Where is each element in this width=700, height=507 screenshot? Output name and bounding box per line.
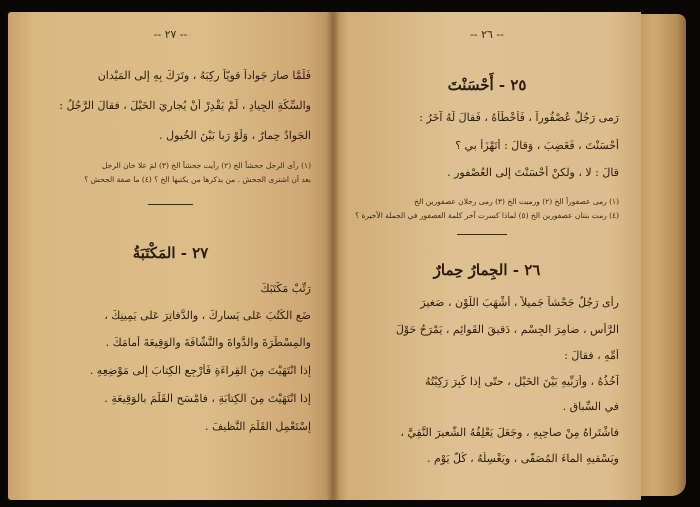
- text-line: رَتِّبْ مَكْتَبَكَ: [260, 282, 311, 295]
- lesson-title: ٢٦ - الجِمارُ حِمارٌ: [433, 261, 541, 279]
- text-line: رَمى رَجُلٌ عُصْفُوراً ، فَأَخْطَأهُ ، فَقالَ لَهُ آخَرُ :: [419, 111, 619, 124]
- book-gutter: [326, 12, 340, 500]
- lesson-title: ٢٧ - المَكْتَبَةُ: [132, 244, 209, 262]
- text-line: أَحْسَنْتَ ، فَغَضِبَ ، وَقالَ : أَتَهْزَأُ بي ؟: [455, 139, 619, 152]
- text-line: قالَ : لا ، ولكنْ أَحْسَنْتَ إلى العُصْفورِ .: [447, 166, 619, 179]
- section-divider: [457, 234, 507, 235]
- right-page: [333, 12, 641, 500]
- text-line: والسِّكَةِ الجِيادِ ، لَمْ يَقْدِرْ أنْ يُجارِيَ الخَيْلَ ، فقالَ الرَّجُلُ :: [59, 99, 311, 112]
- text-line: فاشْتَراهُ مِنْ صاحِبِهِ ، وجَعَلَ يَعْلِفُهُ الشَّعيرَ النَّقِيَّ ،: [400, 426, 619, 439]
- text-line: والمِسْطَرَةَ والدَّواةَ والنَّشّافَةَ والوَقِيعَةَ أمامَكَ .: [105, 336, 311, 349]
- text-line: إسْتَعْمِلِ القَلَمَ النَّظيفَ .: [205, 420, 311, 433]
- text-line: آخُذُهُ ، وأُرَبِّيهِ بَيْنَ الخَيْلِ ، حتّى إذا كَبِرَ رَكِبْتُهُ: [425, 375, 619, 388]
- text-line: ضَعِ الكُتُبَ عَلى يَسارِكَ ، والدَّفاتِرَ عَلى يَمِينِكَ ،: [104, 309, 311, 322]
- footnote: (١) رمى عصفوراً الخ (٢) ورميت الخ (٣) رمى رجلان عصفورين الخ: [414, 197, 619, 206]
- footnote: (١) رأى الرجل جحشاً الخ (٢) رأيت جحشاً الخ (٣) لمَ علا خان الرجل: [101, 161, 311, 170]
- page-edges: [640, 14, 686, 496]
- text-line: الجَوادُ حِمارٌ ، وَلَوْ رَبا بَيْنَ الخُيولِ .: [159, 129, 311, 142]
- text-line: ويَسْقيهِ الماءَ المُصَفّى ، ويَغْسِلُهُ ، كُلَّ يَوْمٍ .: [426, 452, 619, 465]
- footnote: بعد أن اشترى الجحش . من يذكرها من يكتبها الخ ؟ (٤) ما صفة الجحش ؟: [84, 175, 311, 184]
- lesson-title: ٢٥ - أَحْسَنْتَ: [447, 76, 527, 94]
- text-line: إذا انْتَهَيْتَ مِنَ القِراءَةِ فَأرْجِعِ الكِتابَ إلى مَوْضِعِهِ .: [89, 364, 311, 377]
- text-line: الرَّأْسِ ، ضامِرَ الجِسْمِ ، دَقيقَ القَوائِمِ ، يَمْرَحُ حَوْلَ: [395, 323, 619, 336]
- page-number: -- ٢٦ --: [470, 28, 504, 41]
- text-line: أُمِّهِ ، فقالَ :: [564, 349, 619, 362]
- text-line: إذا انْتَهَيْتَ مِنَ الكِتابَةِ ، فامْسَحِ القَلَمَ بالوَقِيعَةِ .: [104, 392, 311, 405]
- footnote: (٤) رمت بنتان عصفورين الخ (٥) لماذا كسرت آخر كلمة العصفور في الجملة الأخيرة ؟: [355, 211, 619, 220]
- left-page: [8, 12, 333, 500]
- section-divider: [148, 204, 193, 205]
- text-line: رأى رَجُلٌ جَحْشاً جَميلاً ، أَشْهَبَ اللَّوْنِ ، صَغيرَ: [420, 296, 619, 309]
- page-number: -- ٢٧ --: [153, 28, 188, 41]
- text-line: فَلَمَّا صارَ جَواداً قوِيّاً ركِبَهُ ، وتَرَكَ بِهِ إلى المَيْدانِ: [97, 69, 311, 82]
- text-line: في السِّباقِ .: [562, 400, 619, 413]
